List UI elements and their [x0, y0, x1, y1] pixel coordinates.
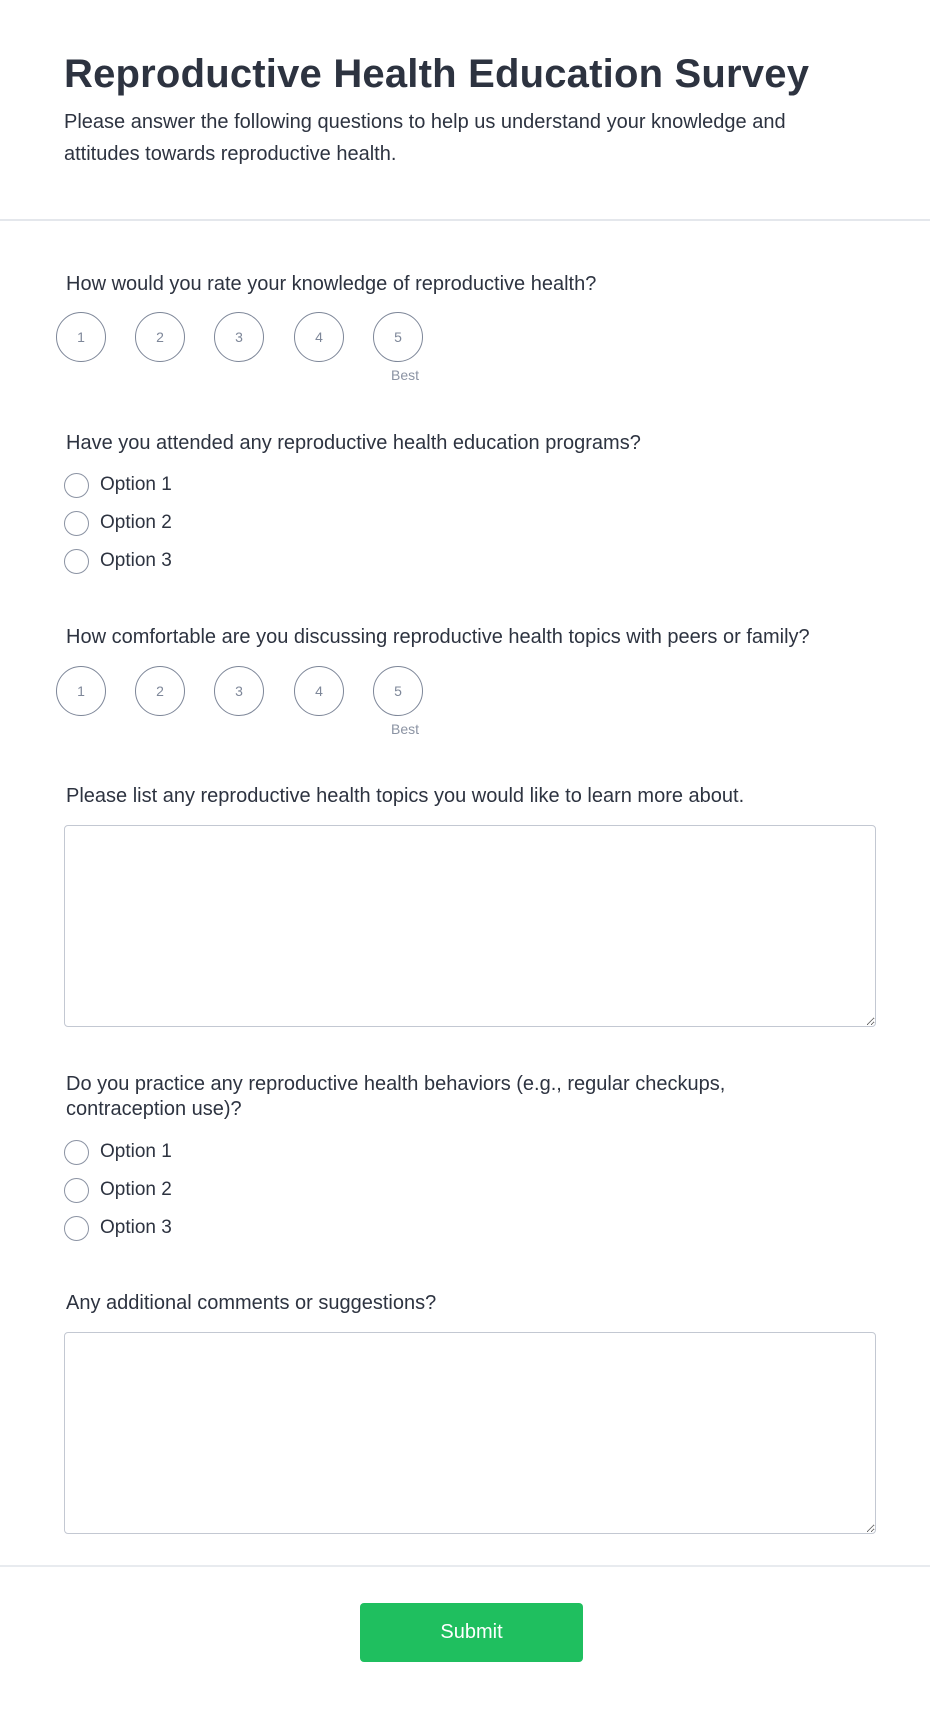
rating-option-4[interactable]: 4	[294, 666, 344, 716]
radio-option-3[interactable]	[64, 1215, 172, 1241]
question-label: Any additional comments or suggestions?	[66, 1292, 437, 1314]
radio-label: Option 3	[100, 550, 172, 571]
comments-textarea[interactable]	[64, 1332, 876, 1534]
footer-divider	[0, 1565, 930, 1567]
rating-option-5[interactable]: 5	[373, 666, 423, 716]
submit-button[interactable]: Submit	[360, 1603, 583, 1662]
radio-button[interactable]	[64, 549, 89, 574]
question-label: Have you attended any reproductive health education programs?	[66, 432, 641, 454]
rating-option-2[interactable]: 2	[135, 312, 185, 362]
radio-label: Option 1	[100, 1141, 172, 1162]
radio-option-2[interactable]	[64, 1177, 172, 1203]
question-label: How comfortable are you discussing reproductive health topics with peers or family?	[66, 626, 810, 648]
radio-label: Option 1	[100, 474, 172, 495]
radio-button[interactable]	[64, 511, 89, 536]
radio-label: Option 2	[100, 512, 172, 533]
survey-header	[0, 0, 930, 221]
radio-button[interactable]	[64, 1178, 89, 1203]
page-description: Please answer the following questions to help us understand your knowledge and attitudes towards reproductive health.	[64, 111, 786, 165]
radio-button[interactable]	[64, 1216, 89, 1241]
rating-max-caption: Best	[391, 367, 420, 383]
rating-option-4[interactable]: 4	[294, 312, 344, 362]
radio-button[interactable]	[64, 473, 89, 498]
radio-button[interactable]	[64, 1140, 89, 1165]
rating-option-5[interactable]: 5	[373, 312, 423, 362]
radio-option-3[interactable]	[64, 548, 172, 574]
question-label: How would you rate your knowledge of reproductive health?	[66, 273, 597, 295]
radio-label: Option 3	[100, 1217, 172, 1238]
radio-option-2[interactable]	[64, 510, 172, 536]
radio-label: Option 2	[100, 1179, 172, 1200]
page-title: Reproductive Health Education Survey	[64, 52, 810, 96]
radio-option-1[interactable]	[64, 1139, 172, 1165]
rating-option-1[interactable]: 1	[56, 666, 106, 716]
question-label: Please list any reproductive health topics you would like to learn more about.	[66, 785, 745, 807]
topics-textarea[interactable]	[64, 825, 876, 1027]
question-label: Do you practice any reproductive health behaviors (e.g., regular checkups, contraception use)?	[66, 1073, 726, 1120]
rating-option-3[interactable]: 3	[214, 666, 264, 716]
rating-option-1[interactable]: 1	[56, 312, 106, 362]
rating-option-2[interactable]: 2	[135, 666, 185, 716]
rating-max-caption: Best	[391, 721, 420, 737]
radio-option-1[interactable]	[64, 472, 172, 498]
rating-option-3[interactable]: 3	[214, 312, 264, 362]
